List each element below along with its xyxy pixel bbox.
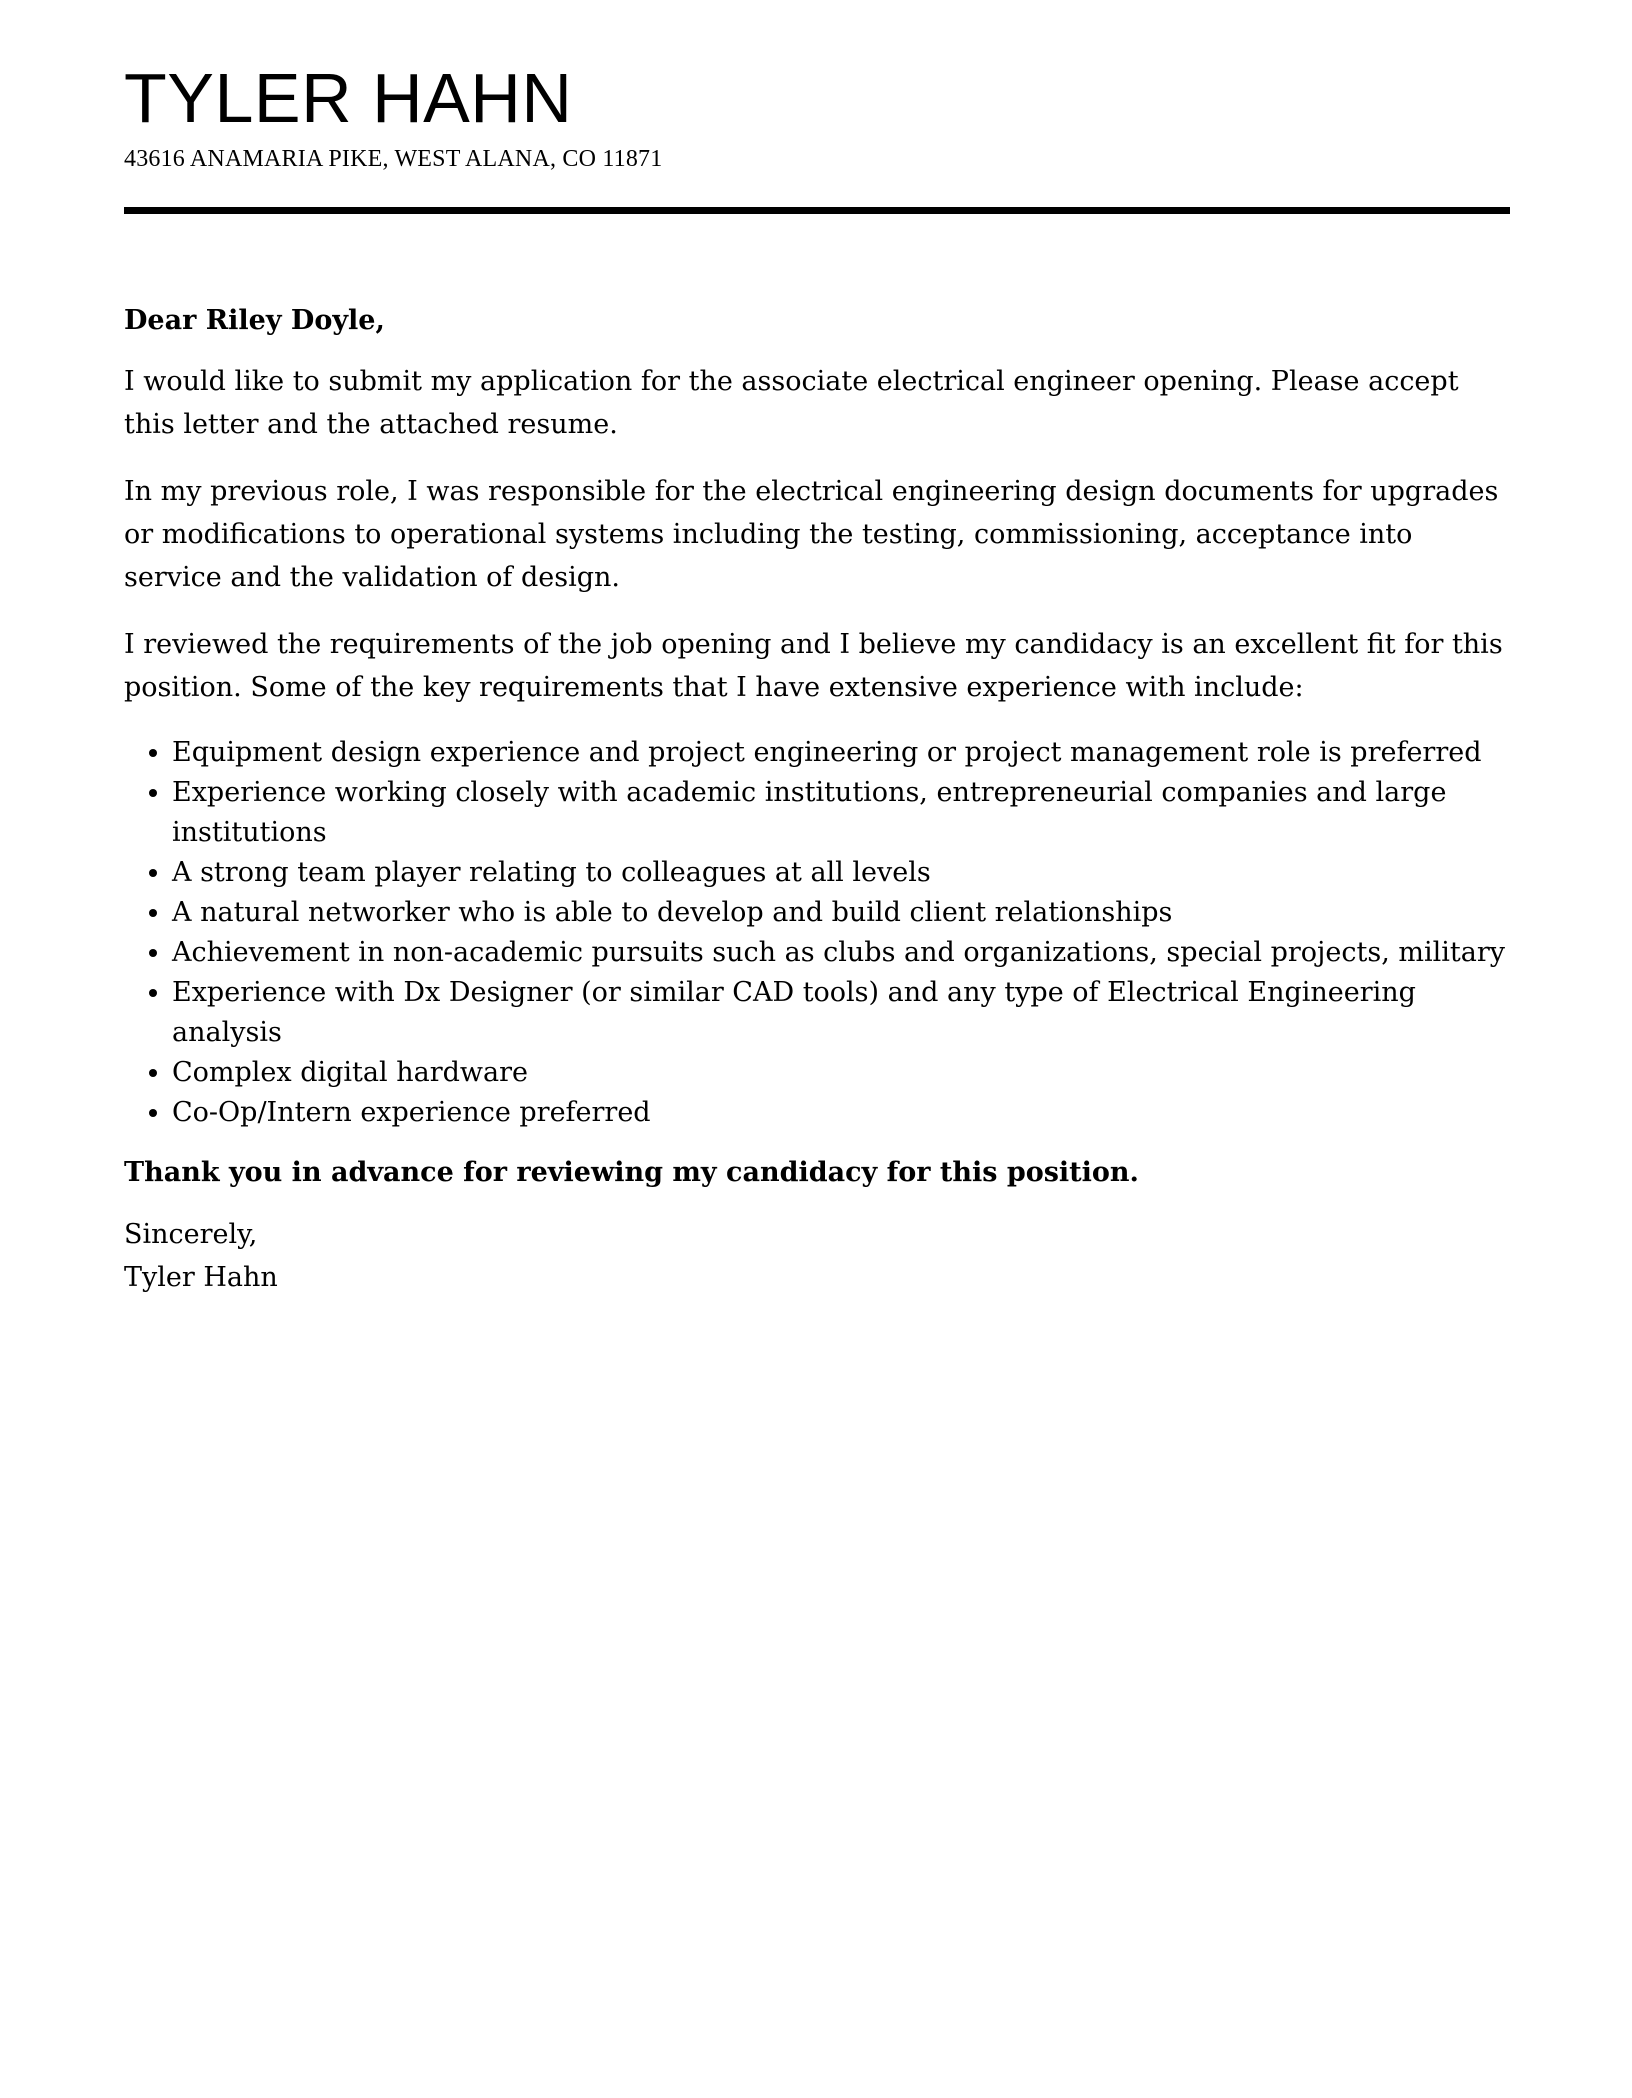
list-item: • Experience with Dx Designer (or similar CAD tools) and any type of Electrical Engineering analysis <box>172 973 1510 1053</box>
list-item: • Achievement in non-academic pursuits such as clubs and organizations, special projects, military <box>172 933 1510 973</box>
applicant-address: 43616 ANAMARIA PIKE, WEST ALANA, CO 11871 <box>124 146 663 172</box>
paragraph-previous-role: In my previous role, I was responsible for the electrical engineering design documents for upgrades or modifications to operational systems including the testing, commissioning, acceptance into service and the validation of design. <box>124 475 1499 593</box>
paragraph-intro: I would like to submit my application for the associate electrical engineer opening. Please accept this letter and the attached resume. <box>124 365 1459 440</box>
list-item: • Complex digital hardware <box>172 1053 1510 1093</box>
closing-statement: Thank you in advance for reviewing my candidacy for this position. <box>124 1156 1139 1188</box>
paragraph-requirements-intro: I reviewed the requirements of the job opening and I believe my candidacy is an excellent fit for this position. Some of the key requirements that I have extensive experience with include: <box>124 628 1503 703</box>
salutation: Dear Riley Doyle, <box>124 305 385 336</box>
sign-off: Sincerely, <box>124 1219 258 1251</box>
header-divider <box>124 207 1510 214</box>
list-item: • Co-Op/Intern experience preferred <box>172 1093 1510 1133</box>
list-item: • Experience working closely with academic institutions, entrepreneurial companies and large institutions <box>172 773 1510 853</box>
letter-body <box>124 306 1510 1299</box>
list-item: • Equipment design experience and project engineering or project management role is preferred <box>172 733 1510 773</box>
list-item: • A strong team player relating to colleagues at all levels <box>172 853 1510 893</box>
signature-name: Tyler Hahn <box>124 1262 278 1294</box>
cover-letter-page <box>124 59 1510 1294</box>
requirements-list <box>124 733 1510 1133</box>
list-item: • A natural networker who is able to develop and build client relationships <box>172 893 1510 933</box>
applicant-name: TYLER HAHN <box>124 59 573 137</box>
